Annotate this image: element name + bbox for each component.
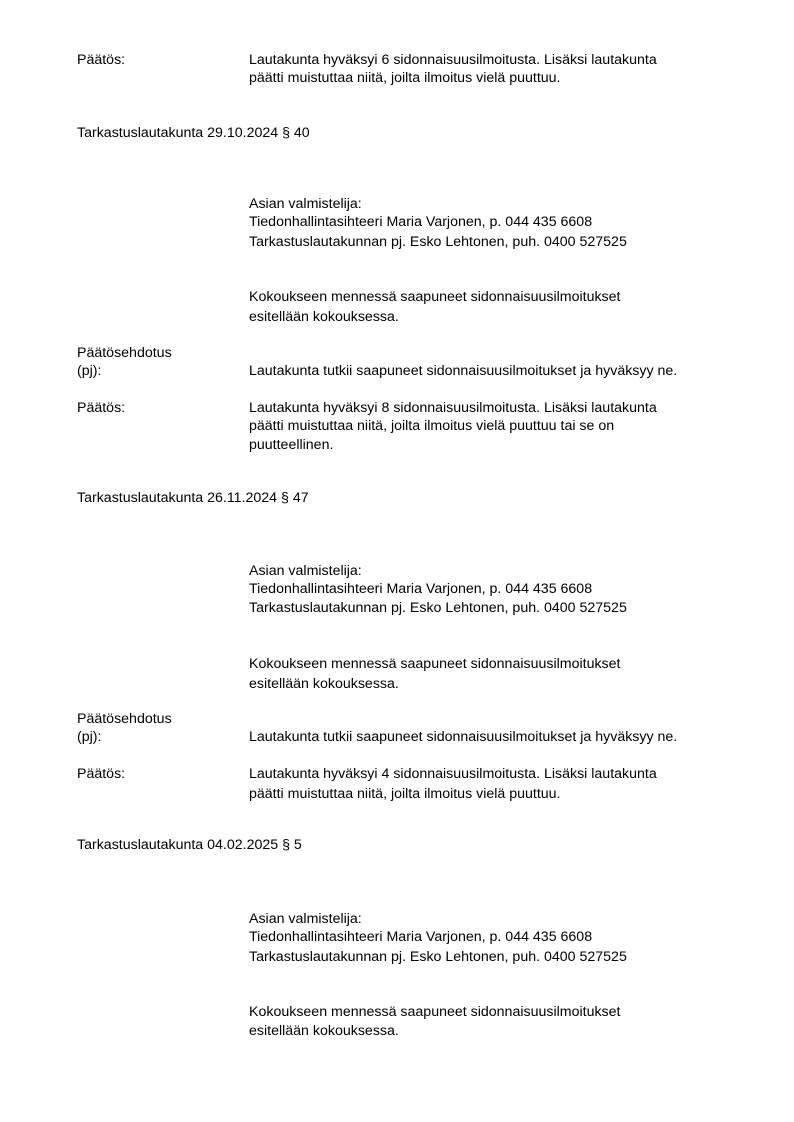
preparer-line: Tarkastuslautakunnan pj. Esko Lehtonen, puh. 0400 527525	[249, 600, 627, 616]
decision-text-line: Lautakunta hyväksyi 4 sidonnaisuusilmoitusta. Lisäksi lautakunta	[249, 766, 657, 782]
preparer-line: Tiedonhallintasihteeri Maria Varjonen, p. 044 435 6608	[249, 581, 593, 597]
decision-label: Päätös:	[77, 52, 126, 68]
decision-text-line: päätti muistuttaa niitä, joilta ilmoitus vielä puuttuu.	[249, 786, 561, 802]
meeting-header: Tarkastuslautakunta 04.02.2025 § 5	[77, 837, 302, 853]
meeting-header: Tarkastuslautakunta 26.11.2024 § 47	[77, 490, 309, 506]
meeting-header: Tarkastuslautakunta 29.10.2024 § 40	[77, 125, 310, 141]
body-text-line: Kokoukseen mennessä saapuneet sidonnaisuusilmoitukset	[249, 289, 621, 305]
proposal-label-suffix: (pj):	[77, 363, 102, 379]
proposal-label-suffix: (pj):	[77, 729, 102, 745]
preparer-line: Tiedonhallintasihteeri Maria Varjonen, p. 044 435 6608	[249, 929, 593, 945]
proposal-label: Päätösehdotus	[77, 711, 172, 727]
preparer-line: Tarkastuslautakunnan pj. Esko Lehtonen, puh. 0400 527525	[249, 234, 627, 250]
proposal-text: Lautakunta tutkii saapuneet sidonnaisuusilmoitukset ja hyväksyy ne.	[249, 729, 678, 745]
body-text-line: Kokoukseen mennessä saapuneet sidonnaisuusilmoitukset	[249, 656, 621, 672]
proposal-label: Päätösehdotus	[77, 345, 172, 361]
decision-label: Päätös:	[77, 766, 126, 782]
body-text-line: esitellään kokouksessa.	[249, 1023, 399, 1039]
decision-text-line: Lautakunta hyväksyi 6 sidonnaisuusilmoitusta. Lisäksi lautakunta	[249, 52, 657, 68]
proposal-text: Lautakunta tutkii saapuneet sidonnaisuusilmoitukset ja hyväksyy ne.	[249, 363, 678, 379]
preparer-line: Tiedonhallintasihteeri Maria Varjonen, p. 044 435 6608	[249, 214, 593, 230]
preparer-line: Asian valmistelija:	[249, 196, 362, 212]
preparer-line: Tarkastuslautakunnan pj. Esko Lehtonen, puh. 0400 527525	[249, 949, 627, 965]
body-text-line: esitellään kokouksessa.	[249, 676, 399, 692]
preparer-line: Asian valmistelija:	[249, 563, 362, 579]
decision-text-line: puutteellinen.	[249, 437, 334, 453]
decision-text-line: päätti muistuttaa niitä, joilta ilmoitus vielä puuttuu tai se on	[249, 418, 615, 434]
decision-text-line: päätti muistuttaa niitä, joilta ilmoitus vielä puuttuu.	[249, 70, 561, 86]
decision-text-line: Lautakunta hyväksyi 8 sidonnaisuusilmoitusta. Lisäksi lautakunta	[249, 400, 657, 416]
body-text-line: Kokoukseen mennessä saapuneet sidonnaisuusilmoitukset	[249, 1004, 621, 1020]
decision-label: Päätös:	[77, 400, 126, 416]
body-text-line: esitellään kokouksessa.	[249, 309, 399, 325]
preparer-line: Asian valmistelija:	[249, 911, 362, 927]
